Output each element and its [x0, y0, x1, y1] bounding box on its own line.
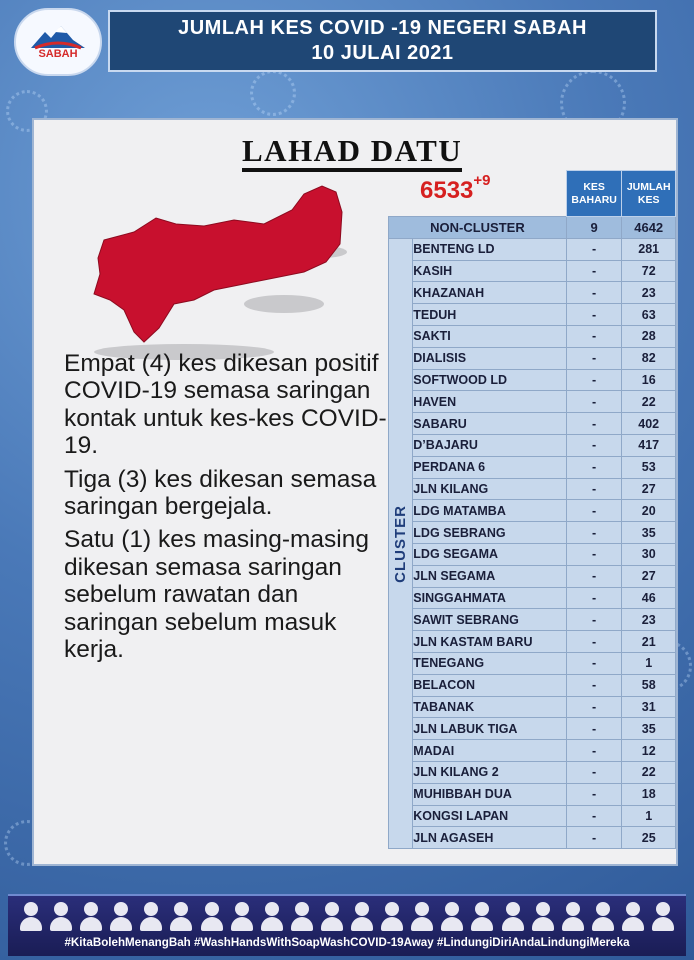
cluster-total-cell: 402 [622, 413, 676, 435]
person-icon [140, 902, 162, 932]
table-row [389, 434, 676, 456]
table-row [389, 413, 676, 435]
cluster-new-cell: - [566, 565, 622, 587]
cluster-new-cell: - [566, 456, 622, 478]
virus-decoration [250, 70, 296, 116]
cluster-new-cell: - [566, 718, 622, 740]
cluster-total-cell: 53 [622, 456, 676, 478]
cluster-name-cell: LDG SEGAMA [413, 543, 567, 565]
cluster-total-cell: 23 [622, 609, 676, 631]
cluster-new-cell: - [566, 347, 622, 369]
cluster-name-cell: D’BAJARU [413, 434, 567, 456]
cluster-total-cell: 23 [622, 282, 676, 304]
cluster-new-cell: - [566, 413, 622, 435]
cluster-table [388, 170, 676, 849]
cluster-name-cell: MUHIBBAH DUA [413, 783, 567, 805]
person-icon [411, 902, 433, 932]
total-new-cases: +9 [473, 172, 491, 189]
description-paragraph: Satu (1) kes masing-masing dikesan semasa saringan sebelum rawatan dan saringan sebelum masuk kerja. [64, 526, 370, 664]
cluster-total-cell: 28 [622, 325, 676, 347]
cluster-new-cell: - [566, 522, 622, 544]
cluster-name-cell: JLN SEGAMA [413, 565, 567, 587]
cluster-total-cell: 18 [622, 783, 676, 805]
cluster-name-cell: SAWIT SEBRANG [413, 609, 567, 631]
cluster-new-cell: - [566, 304, 622, 326]
cluster-total-cell: 35 [622, 522, 676, 544]
cluster-name-cell: JLN KILANG [413, 478, 567, 500]
table-row [389, 718, 676, 740]
table-row [389, 740, 676, 762]
cluster-label: CLUSTER [392, 504, 410, 583]
person-icon [351, 902, 373, 932]
non-cluster-total: 4642 [622, 217, 676, 239]
district-name: LAHAD DATU [242, 134, 462, 172]
cluster-name-cell: JLN AGASEH [413, 827, 567, 849]
cluster-new-cell: - [566, 805, 622, 827]
cluster-total-cell: 22 [622, 761, 676, 783]
cluster-total-cell: 46 [622, 587, 676, 609]
title-banner [108, 10, 657, 72]
cluster-total-cell: 12 [622, 740, 676, 762]
person-icon [592, 902, 614, 932]
cluster-name-cell: KHAZANAH [413, 282, 567, 304]
logo-text: SABAH [38, 48, 78, 60]
cluster-new-cell: - [566, 543, 622, 565]
cluster-total-cell: 1 [622, 652, 676, 674]
cluster-new-cell: - [566, 740, 622, 762]
cluster-name-cell: MADAI [413, 740, 567, 762]
cluster-total-cell: 281 [622, 238, 676, 260]
cluster-total-cell: 72 [622, 260, 676, 282]
cluster-total-cell: 82 [622, 347, 676, 369]
district-map-icon [64, 182, 354, 362]
description-paragraph: Empat (4) kes dikesan positif COVID-19 semasa saringan kontak untuk kes-kes COVID-19. [64, 350, 387, 460]
cluster-name-cell: TEDUH [413, 304, 567, 326]
cluster-name-cell: KONGSI LAPAN [413, 805, 567, 827]
cluster-new-cell: - [566, 478, 622, 500]
person-icon [291, 902, 313, 932]
cluster-new-cell: - [566, 631, 622, 653]
person-icon [170, 902, 192, 932]
non-cluster-row [389, 217, 676, 239]
table-row [389, 238, 676, 260]
table-row [389, 805, 676, 827]
person-icon [471, 902, 493, 932]
cluster-total-cell: 63 [622, 304, 676, 326]
cluster-new-cell: - [566, 609, 622, 631]
table-row [389, 478, 676, 500]
person-icon [652, 902, 674, 932]
cluster-total-cell: 27 [622, 565, 676, 587]
cluster-new-cell: - [566, 369, 622, 391]
cluster-name-cell: TENEGANG [413, 652, 567, 674]
person-icon [502, 902, 524, 932]
cluster-total-cell: 1 [622, 805, 676, 827]
person-icon [80, 902, 102, 932]
cluster-new-cell: - [566, 260, 622, 282]
cluster-name-cell: BENTENG LD [413, 238, 567, 260]
cluster-name-cell: HAVEN [413, 391, 567, 413]
cluster-new-cell: - [566, 282, 622, 304]
cluster-name-cell: LDG MATAMBA [413, 500, 567, 522]
person-icon [110, 902, 132, 932]
table-row [389, 456, 676, 478]
table-row [389, 282, 676, 304]
table-row [389, 522, 676, 544]
person-icon [231, 902, 253, 932]
table-row [389, 391, 676, 413]
cluster-total-cell: 22 [622, 391, 676, 413]
cluster-total-cell: 35 [622, 718, 676, 740]
table-row [389, 783, 676, 805]
cluster-name-cell: JLN LABUK TIGA [413, 718, 567, 740]
cluster-name-cell: SOFTWOOD LD [413, 369, 567, 391]
person-icon [532, 902, 554, 932]
person-icon [381, 902, 403, 932]
table-row [389, 674, 676, 696]
hashtags: #KitaBolehMenangBah #WashHandsWithSoapWashCOVID-19Away #LindungiDiriAndaLindungiMereka [64, 936, 630, 949]
cluster-new-cell: - [566, 783, 622, 805]
table-row [389, 609, 676, 631]
cluster-new-cell: - [566, 238, 622, 260]
person-icon [201, 902, 223, 932]
person-icon [441, 902, 463, 932]
table-row [389, 347, 676, 369]
person-icon [50, 902, 72, 932]
table-row [389, 543, 676, 565]
cluster-new-cell: - [566, 325, 622, 347]
cluster-new-cell: - [566, 434, 622, 456]
table-row [389, 652, 676, 674]
cluster-new-cell: - [566, 587, 622, 609]
case-description [64, 350, 394, 669]
cluster-name-cell: TABANAK [413, 696, 567, 718]
cluster-name-cell: SABARU [413, 413, 567, 435]
cluster-new-cell: - [566, 391, 622, 413]
cluster-name-cell: BELACON [413, 674, 567, 696]
cluster-total-cell: 25 [622, 827, 676, 849]
footer-banner [8, 894, 686, 956]
cluster-total-cell: 58 [622, 674, 676, 696]
frontliners-icons [20, 902, 674, 934]
column-header-total: JUMLAH KES [622, 171, 676, 217]
cluster-name-cell: JLN KASTAM BARU [413, 631, 567, 653]
person-icon [622, 902, 644, 932]
cluster-total-cell: 417 [622, 434, 676, 456]
cluster-total-cell: 16 [622, 369, 676, 391]
cluster-new-cell: - [566, 696, 622, 718]
cluster-name-cell: DIALISIS [413, 347, 567, 369]
table-row [389, 369, 676, 391]
cluster-total-cell: 20 [622, 500, 676, 522]
cluster-new-cell: - [566, 652, 622, 674]
table-row [389, 260, 676, 282]
non-cluster-label: NON-CLUSTER [389, 217, 567, 239]
description-paragraph: Tiga (3) kes dikesan semasa saringan bergejala. [64, 465, 377, 521]
cluster-name-cell: PERDANA 6 [413, 456, 567, 478]
table-row [389, 325, 676, 347]
cluster-total-cell: 21 [622, 631, 676, 653]
sabah-health-logo [14, 8, 102, 76]
cluster-total-cell: 27 [622, 478, 676, 500]
cluster-total-cell: 31 [622, 696, 676, 718]
cluster-new-cell: - [566, 827, 622, 849]
table-row [389, 761, 676, 783]
district-panel [32, 118, 678, 866]
table-row [389, 565, 676, 587]
cluster-side-label [389, 238, 413, 848]
column-header-new: KES BAHARU [566, 171, 622, 217]
table-row [389, 696, 676, 718]
total-cases: 6533 [420, 177, 474, 204]
person-icon [321, 902, 343, 932]
cluster-new-cell: - [566, 674, 622, 696]
person-icon [20, 902, 42, 932]
table-row [389, 500, 676, 522]
mountain-icon [31, 24, 85, 50]
cluster-total-cell: 30 [622, 543, 676, 565]
table-row [389, 587, 676, 609]
table-row [389, 631, 676, 653]
person-icon [562, 902, 584, 932]
person-icon [261, 902, 283, 932]
table-row [389, 304, 676, 326]
non-cluster-new: 9 [566, 217, 622, 239]
cluster-name-cell: SAKTI [413, 325, 567, 347]
table-row [389, 827, 676, 849]
cluster-name-cell: JLN KILANG 2 [413, 761, 567, 783]
cluster-name-cell: KASIH [413, 260, 567, 282]
cluster-name-cell: LDG SEBRANG [413, 522, 567, 544]
cluster-name-cell: SINGGAHMATA [413, 587, 567, 609]
cluster-new-cell: - [566, 761, 622, 783]
page-title: JUMLAH KES COVID -19 NEGERI SABAH [178, 17, 587, 39]
cluster-new-cell: - [566, 500, 622, 522]
report-date: 10 JULAI 2021 [311, 42, 454, 64]
